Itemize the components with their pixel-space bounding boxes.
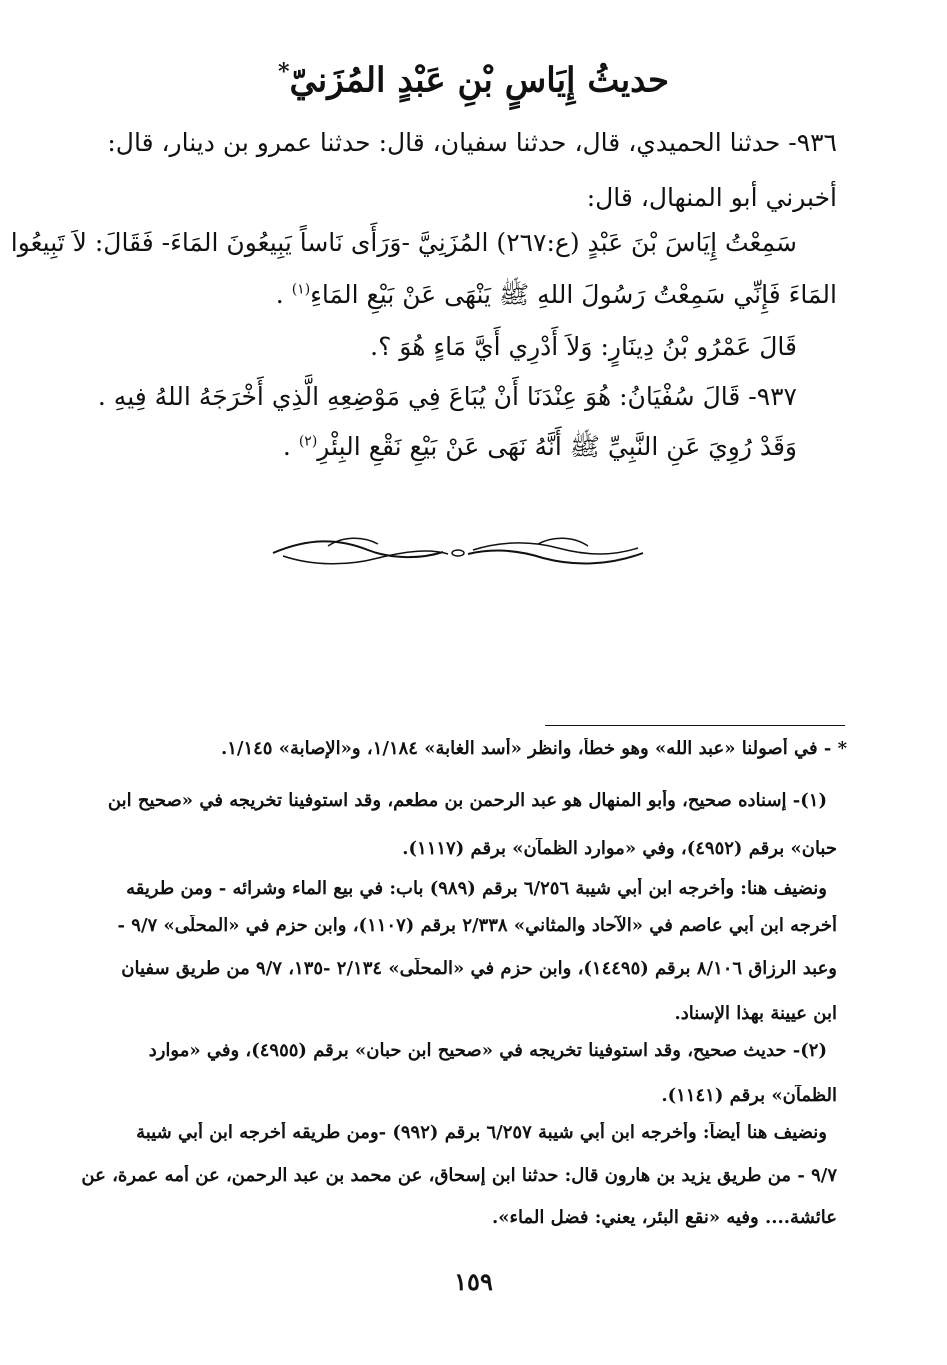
hadith-line-text: المَاءَ فَإِنِّي سَمِعْتُ رَسُولَ اللهِ ﷺ يَنْهَى عَنْ بَيْعِ المَاءِ <box>310 280 837 309</box>
hadith-line: ٩٣٦- حدثنا الحميدي، قال، حدثنا سفيان، قال: حدثنا عمرو بن دينار، قال: <box>107 128 837 157</box>
hadith-line-end: . <box>275 280 292 309</box>
footnote-line: (٢)- حديث صحيح، وقد استوفينا تخريجه في «صحيح ابن حبان» برقم (٤٩٥٥)، وفي «موارد <box>148 1040 827 1061</box>
footnote-line: ونضيف هنا: وأخرجه ابن أبي شيبة ٦/٢٥٦ برقم (٩٨٩) باب: في بيع الماء وشرائه - ومن طريقه <box>126 878 827 899</box>
ornament-divider <box>268 528 648 578</box>
hadith-line-end: . <box>282 432 299 461</box>
footnote-line: ٩/٧ - من طريق يزيد بن هارون قال: حدثنا ابن إسحاق، عن محمد بن عبد الرحمن، عن أمه عمرة، عن <box>81 1165 837 1186</box>
footnote-line: وعبد الرزاق ٨/١٠٦ برقم (١٤٤٩٥)، وابن حزم في «المحلّى» ٢/١٣٤ -١٣٥، ٩/٧ من طريق سفيان <box>121 958 837 979</box>
section-title-text: حديثُ إِيَاسٍ بْنِ عَبْدٍ المُزَنيّ <box>289 60 670 101</box>
footnote-line: الظمآن» برقم (١١٤١). <box>661 1085 837 1106</box>
footnote-line: (١)- إسناده صحيح، وأبو المنهال هو عبد الرحمن بن مطعم، وقد استوفينا تخريجه في «صحيح ابن <box>107 790 827 811</box>
hadith-line: سَمِعْتُ إِيَاسَ بْنَ عَبْدٍ (ع:٢٦٧) المُزَنِيَّ -وَرَأَى نَاساً يَبِيعُونَ المَاءَ- فَقَالَ: لاَ تَبِيعُوا <box>10 228 797 257</box>
section-title <box>80 58 867 103</box>
footnote-line: * - في أصولنا «عبد الله» وهو خطأ، وانظر «أسد الغابة» ١/١٨٤، و«الإصابة» ١/١٤٥. <box>220 738 847 759</box>
hadith-line-text: وَقَدْ رُوِيَ عَنِ النَّبِيِّ ﷺ أَنَّهُ نَهَى عَنْ بَيْعِ نَقْعِ البِئْرِ <box>317 432 797 461</box>
hadith-line: أخبرني أبو المنهال، قال: <box>586 183 837 212</box>
footnote-ref: (٢) <box>298 433 318 450</box>
footnote-line: ونضيف هنا أيضاً: وأخرجه ابن أبي شيبة ٦/٢٥٧ برقم (٩٩٢) -ومن طريقه أخرجه ابن أبي شيبة <box>136 1122 827 1143</box>
hadith-line: قَالَ عَمْرُو بْنُ دِينَارٍ: وَلاَ أَدْرِي أَيَّ مَاءٍ هُوَ ؟. <box>370 332 797 361</box>
footnote-line: أخرجه ابن أبي عاصم في «الآحاد والمثاني» ٢/٣٣٨ برقم (١١٠٧)، وابن حزم في «المحلّى» ٩/٧ - <box>117 915 837 936</box>
footnote-line: حبان» برقم (٤٩٥٢)، وفي «موارد الظمآن» برقم (١١١٧). <box>402 838 837 859</box>
hadith-line <box>70 432 797 462</box>
hadith-line <box>70 280 837 310</box>
page-number: ١٥٩ <box>454 1267 493 1296</box>
title-footnote-mark: * <box>277 59 290 85</box>
footnote-ref: (١) <box>291 281 311 298</box>
footnote-line: ابن عيينة بهذا الإسناد. <box>674 1003 837 1024</box>
footnote-separator <box>545 725 845 726</box>
hadith-line: ٩٣٧- قَالَ سُفْيَانُ: هُوَ عِنْدَنَا أَنْ يُبَاعَ فِي مَوْضِعِهِ الَّذِي أَخْرَجَهُ اللهُ فِيهِ . <box>97 382 797 411</box>
footnote-line: عائشة.... وفيه «نقع البئر، يعني: فضل الماء». <box>492 1207 837 1228</box>
